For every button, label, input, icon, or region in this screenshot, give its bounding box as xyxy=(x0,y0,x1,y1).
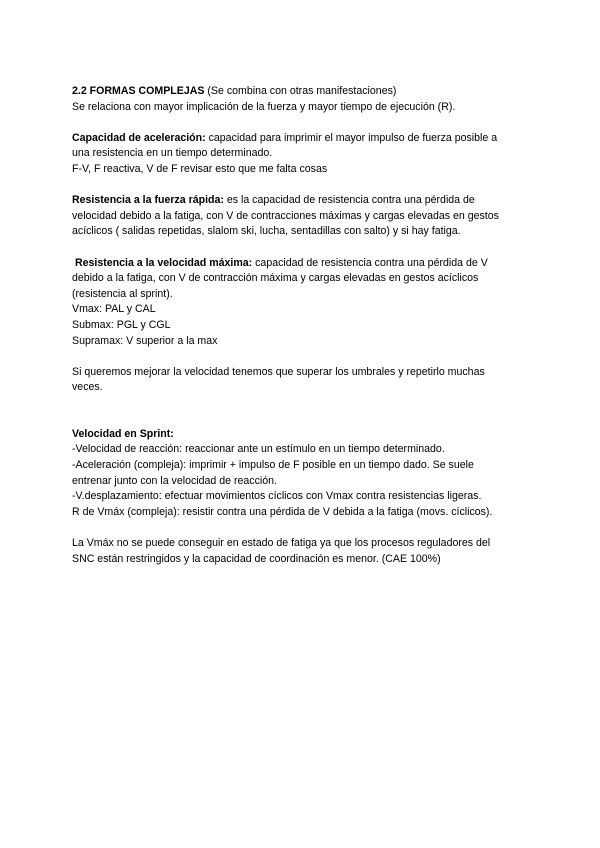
list-item-submax: Submax: PGL y CGL xyxy=(72,318,171,331)
section-formas-complejas xyxy=(72,84,542,115)
spacer xyxy=(72,349,542,365)
spacer xyxy=(72,520,542,536)
paragraph-line xyxy=(72,193,542,209)
list-item-continuation: entrenar junto con la velocidad de reacción. xyxy=(72,474,277,487)
section-heading-line xyxy=(72,84,542,100)
definition-text: capacidad para imprimir el mayor impulso de fuerza posible a xyxy=(205,131,498,144)
list-item: -Velocidad de reacción: reaccionar ante un estímulo en un tiempo determinado. xyxy=(72,443,445,456)
definition-text: es la capacidad de resistencia contra una pérdida de xyxy=(223,194,475,207)
spacer xyxy=(72,178,542,194)
definition-text: acíclicos ( salidas repetidas, slalom ski, lucha, sentadillas con salto) y si hay fatiga. xyxy=(72,225,461,238)
paragraph-capacidad-aceleracion xyxy=(72,131,542,178)
spacer xyxy=(72,115,542,131)
paragraph-line xyxy=(72,256,542,272)
section-heading: 2.2 FORMAS COMPLEJAS xyxy=(72,85,205,97)
section-heading-note: (Se combina con otras manifestaciones) xyxy=(204,85,397,97)
spacer xyxy=(72,396,542,427)
spacer xyxy=(72,240,542,256)
list-item: -Aceleración (compleja): imprimir + impulso de F posible en un tiempo dado. Se suele xyxy=(72,459,474,472)
note-text: F-V, F reactiva, V de F revisar esto que me falta cosas xyxy=(72,162,328,175)
definition-text: velocidad debido a la fatiga, con V de contracciones máximas y cargas elevadas en gestos xyxy=(72,209,499,222)
paragraph-conclusion xyxy=(72,536,542,567)
term-resistencia-fuerza-rapida: Resistencia a la fuerza rápida: xyxy=(72,194,224,207)
document-page xyxy=(72,84,542,567)
paragraph-resistencia-fuerza-rapida xyxy=(72,193,542,240)
definition-text: capacidad de resistencia contra una pérdida de V xyxy=(252,256,488,269)
definition-text: una resistencia en un tiempo determinado. xyxy=(72,147,273,160)
list-item-supramax: Supramax: V superior a la max xyxy=(72,334,218,347)
list-item-vmax: Vmax: PAL y CAL xyxy=(72,303,156,316)
subheading-velocidad-sprint: Velocidad en Sprint: xyxy=(72,427,174,440)
paragraph-velocidad-sprint xyxy=(72,427,542,521)
body-text: SNC están restringidos y la capacidad de coordinación es menor. (CAE 100%) xyxy=(72,552,441,565)
list-item: -V.desplazamiento: efectuar movimientos cíclicos con Vmax contra resistencias ligeras. xyxy=(72,490,482,503)
term-resistencia-velocidad-maxima: Resistencia a la velocidad máxima: xyxy=(72,256,253,269)
paragraph-mejora-velocidad xyxy=(72,365,542,396)
body-text: La Vmáx no se puede conseguir en estado de fatiga ya que los procesos reguladores del xyxy=(72,537,491,550)
paragraph-resistencia-velocidad-maxima xyxy=(72,256,542,350)
definition-text: debido a la fatiga, con V de contracción máxima y cargas elevadas en gestos acíclicos xyxy=(72,272,479,285)
body-text: Si queremos mejorar la velocidad tenemos que superar los umbrales y repetirlo muchas xyxy=(72,365,485,378)
section-description: Se relaciona con mayor implicación de la fuerza y mayor tiempo de ejecución (R). xyxy=(72,100,456,113)
term-capacidad-aceleracion: Capacidad de aceleración: xyxy=(72,131,206,144)
paragraph-line xyxy=(72,131,542,147)
list-item: R de Vmáx (compleja): resistir contra una pérdida de V debida a la fatiga (movs. cíclicos). xyxy=(72,505,493,518)
definition-text: (resistencia al sprint). xyxy=(72,287,173,300)
body-text: veces. xyxy=(72,381,103,394)
